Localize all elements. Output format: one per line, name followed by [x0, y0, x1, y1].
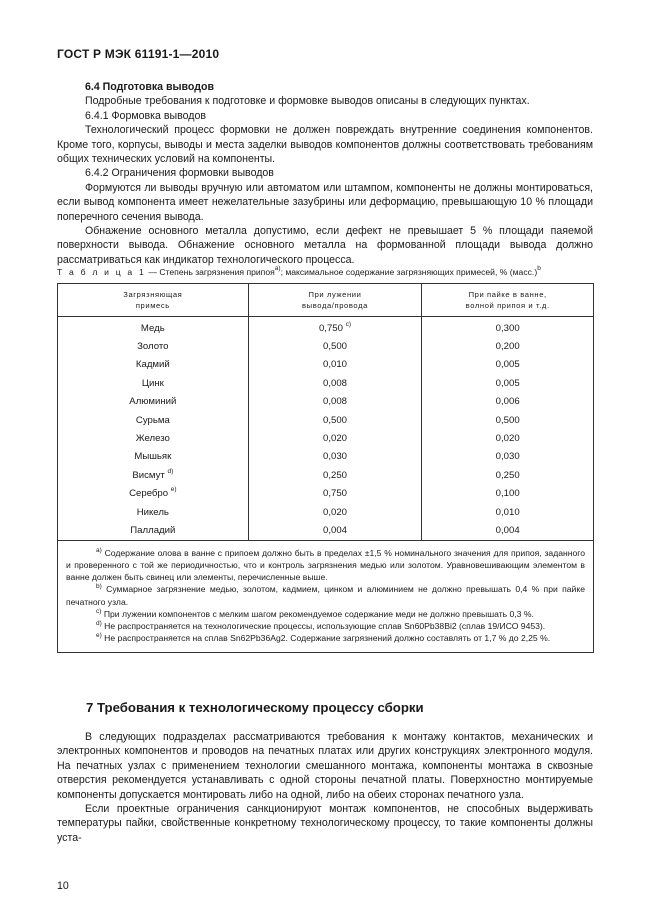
- table-row: [58, 337, 594, 355]
- table-note: [66, 547, 585, 584]
- table-row: [58, 319, 594, 337]
- tinning-value-cell: 0,750: [248, 485, 422, 503]
- footnote-mark: е): [170, 486, 177, 494]
- paragraph: Если проектные ограничения санкционируют монтаж компонентов, не способных выдерживать температуры пайки, свойственные конкретному технологическому процессу, то такие компоненты должны уста-: [57, 803, 593, 844]
- table-row: [58, 466, 594, 484]
- impurity-cell: Кадмий: [58, 356, 249, 374]
- column-header-tinning: При лужении вывода/провода: [248, 284, 422, 317]
- page-number: 10: [57, 880, 69, 892]
- tinning-value-cell: 0,500: [248, 411, 422, 429]
- section-7-title: 7 Требования к технологическому процессу сборки: [86, 700, 424, 715]
- tinning-value-cell: 0,020: [248, 429, 422, 447]
- bath-value-cell: 0,200: [422, 337, 594, 355]
- tinning-value-cell: 0,250: [248, 466, 422, 484]
- section-title: 6.4 Подготовка выводов: [85, 81, 214, 93]
- subsection-title: 6.4.2 Ограничения формовки выводов: [85, 167, 274, 180]
- impurity-cell: Палладий: [58, 521, 249, 540]
- table-row: [58, 411, 594, 429]
- impurity-cell: Мышьяк: [58, 448, 249, 466]
- caption-text: — Степень загрязнения припоя: [145, 267, 275, 277]
- impurity-cell: Алюминий: [58, 393, 249, 411]
- note-mark: е): [96, 632, 102, 640]
- tinning-value-cell: 0,020: [248, 503, 422, 521]
- impurity-cell: Железо: [58, 429, 249, 447]
- paragraph: В следующих подразделах рассматриваются требования к монтажу контактов, механических и электронных компонентов и проводов на печатных платах или других конструкциях электронного модуля. На печатных узлах с применением технологии смешанного монтажа, компоненты монтажа в сквозные отверстия рекомендуется устанавливать с одной стороны печатной платы. Поверхностно монтируемые компоненты допускается монтировать либо на одной, либо на обеих сторонах печатного узла.: [57, 731, 593, 801]
- tinning-value-cell: 0,008: [248, 374, 422, 392]
- paragraph: Подробные требования к подготовке и формовке выводов описаны в следующих пунктах.: [85, 95, 530, 108]
- bath-value-cell: 0,250: [422, 466, 594, 484]
- footnote-mark: с): [345, 320, 352, 328]
- tinning-value-cell: 0,010: [248, 356, 422, 374]
- table-row: [58, 485, 594, 503]
- bath-value-cell: 0,500: [422, 411, 594, 429]
- note-mark: а): [96, 546, 102, 554]
- column-header-impurity: Загрязняющая примесь: [58, 284, 249, 317]
- impurity-cell: Серебро $^{е)}$: [58, 485, 249, 503]
- impurity-cell: Медь: [58, 319, 249, 337]
- paragraph: Обнажение основного металла допустимо, если дефект не превышает 5 % площади паяемой поверхности вывода. Обнажение основного металла на формованной площади вывода должно рассматриваться как индикатор технологического процесса.: [57, 225, 593, 266]
- section-6-4: [57, 80, 593, 267]
- table-caption: [57, 267, 597, 277]
- table-note: [66, 583, 585, 607]
- table-row: [58, 356, 594, 374]
- table-header-row: [58, 284, 594, 317]
- caption-footnote-mark-2: b: [537, 265, 541, 272]
- section-7: [57, 730, 593, 845]
- column-header-bath: При пайке в ванне, волной припоя и т.д.: [422, 284, 594, 317]
- impurity-cell: Сурьма: [58, 411, 249, 429]
- note-mark: d): [96, 619, 102, 627]
- table-row: [58, 393, 594, 411]
- bath-value-cell: 0,005: [422, 356, 594, 374]
- bath-value-cell: 0,020: [422, 429, 594, 447]
- note-text: Не распространяется на технологические процессы, использующие сплав Sn60Pb38Bi2 (сплав 19/ИСО 9453).: [104, 620, 546, 631]
- table-row: [58, 429, 594, 447]
- tinning-value-cell: 0,500: [248, 337, 422, 355]
- table-notes-row: [58, 540, 594, 653]
- table-row: [58, 521, 594, 540]
- tinning-value-cell: 0,750 $^{с)}$: [248, 319, 422, 337]
- impurity-cell: Золото: [58, 337, 249, 355]
- table-row: [58, 374, 594, 392]
- table-note: [66, 632, 585, 644]
- note-text: При лужении компонентов с мелким шагом рекомендуемое содержание меди не должно превышать 0,3 %.: [103, 608, 534, 619]
- contamination-table: [57, 283, 594, 653]
- note-mark: b): [96, 583, 102, 591]
- bath-value-cell: 0,010: [422, 503, 594, 521]
- note-text: Содержание олова в ванне с припоем должно быть в пределах ±1,5 % номинального значения для припоя, заданного и проверенного с той же периодичностью, что и контроль загрязнения медью или золотом. Уравновешивающим элементом в ванне должен быть свинец или элементы, перечисленные выше.: [66, 547, 585, 583]
- subsection-title: 6.4.1 Формовка выводов: [85, 109, 206, 122]
- bath-value-cell: 0,005: [422, 374, 594, 392]
- table-body: [58, 319, 594, 540]
- note-mark: с): [96, 607, 102, 615]
- bath-value-cell: 0,006: [422, 393, 594, 411]
- tinning-value-cell: 0,030: [248, 448, 422, 466]
- document-header: ГОСТ Р МЭК 61191-1—2010: [57, 47, 220, 61]
- note-text: Суммарное загрязнение медью, золотом, кадмием, цинком и алюминием не должно превышать 0,4 % при пайке печатного узла.: [66, 584, 585, 607]
- bath-value-cell: 0,300: [422, 319, 594, 337]
- table-label: Т а б л и ц а 1: [57, 267, 146, 277]
- tinning-value-cell: 0,008: [248, 393, 422, 411]
- footnote-mark: d): [167, 467, 174, 475]
- caption-text-2: ; максимальное содержание загрязняющих примесей, % (масс.): [280, 267, 538, 277]
- bath-value-cell: 0,030: [422, 448, 594, 466]
- bath-value-cell: 0,004: [422, 521, 594, 540]
- paragraph: Технологический процесс формовки не должен повреждать внутренние соединения компонентов. Кроме того, корпусы, выводы и места заделки выводов компонентов должны соответствовать требованиям общих технических условий на компоненты.: [57, 124, 593, 166]
- table-notes: [58, 540, 594, 653]
- bath-value-cell: 0,100: [422, 485, 594, 503]
- table-row: [58, 448, 594, 466]
- impurity-cell: Цинк: [58, 374, 249, 392]
- caption-footnote-mark: а): [274, 265, 281, 272]
- table-row: [58, 503, 594, 521]
- note-text: Не распространяется на сплав Sn62Pb36Ag2. Содержание загрязнений должно составлять от 1,7 % до 2,25 %.: [104, 633, 551, 644]
- table-note: [66, 608, 585, 620]
- table-note: [66, 620, 585, 632]
- impurity-cell: Висмут $^{d)}$: [58, 466, 249, 484]
- impurity-cell: Никель: [58, 503, 249, 521]
- tinning-value-cell: 0,004: [248, 521, 422, 540]
- paragraph: Формуются ли выводы вручную или автоматом или штампом, компоненты не должны монтироваться, если вывод компонента имеет нежелательные зазубрины или деформацию, превышающую 10 % площади поперечного сечения вывода.: [57, 181, 593, 223]
